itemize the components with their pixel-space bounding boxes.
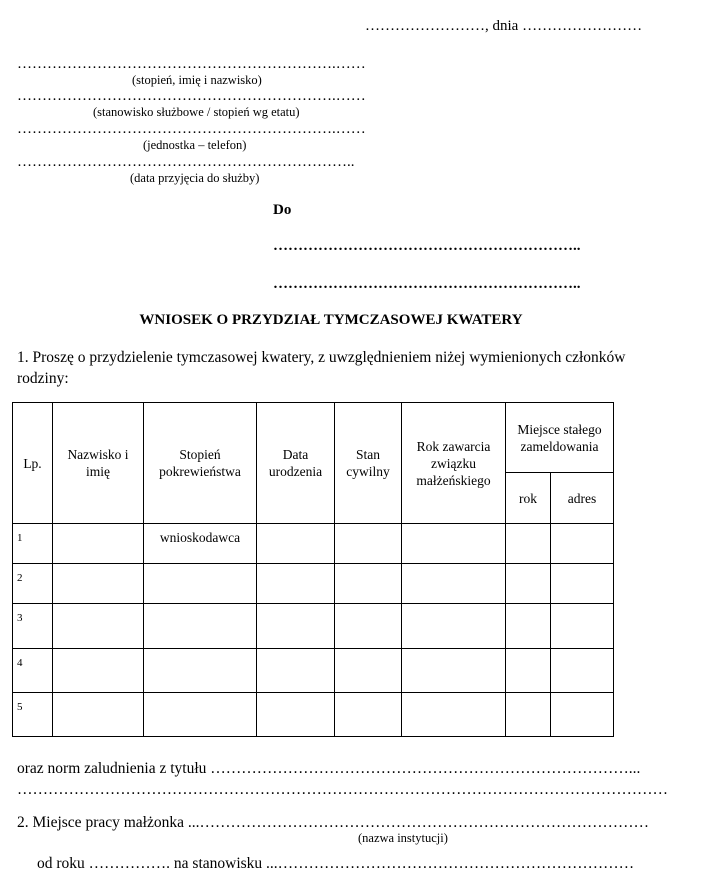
rank-name-dots[interactable]: ……………………………………………………….…… (17, 56, 366, 72)
cell-relation[interactable]: wnioskodawca (144, 524, 257, 564)
addressee-line-1[interactable]: …………………………………………………….. (273, 238, 581, 254)
cell-relation[interactable] (144, 693, 257, 737)
page-title: WNIOSEK O PRZYDZIAŁ TYMCZASOWEJ KWATERY (139, 312, 523, 328)
table-row (13, 693, 614, 737)
cell-name[interactable] (53, 604, 144, 649)
cell-relation[interactable] (144, 564, 257, 604)
header-lp: Lp. (13, 403, 53, 524)
cell-marriage-year[interactable] (402, 524, 506, 564)
cell-civil-status[interactable] (335, 604, 402, 649)
cell-name[interactable] (53, 649, 144, 693)
row-number: 4 (13, 649, 53, 693)
spouse-since-position-line[interactable]: od roku ……………. na stanowisku ...…………………………………………………………… (37, 855, 635, 872)
header-name: Nazwisko i imię (53, 403, 144, 524)
header-civil-status: Stan cywilny (335, 403, 402, 524)
header-relation: Stopień pokrewieństwa (144, 403, 257, 524)
cell-birth-date[interactable] (257, 564, 335, 604)
norms-line-continued[interactable]: ……………………………………………………………………………………………………………… (17, 781, 668, 798)
table-row (13, 564, 614, 604)
cell-marriage-year[interactable] (402, 649, 506, 693)
table-row (13, 524, 614, 564)
table-row (13, 604, 614, 649)
cell-residence-address[interactable] (551, 693, 614, 737)
cell-name[interactable] (53, 524, 144, 564)
cell-civil-status[interactable] (335, 693, 402, 737)
header-residence-year: rok (506, 473, 551, 524)
cell-civil-status[interactable] (335, 649, 402, 693)
unit-phone-dots[interactable]: ……………………………………………………….…… (17, 121, 366, 137)
row-number: 2 (13, 564, 53, 604)
cell-residence-year[interactable] (506, 564, 551, 604)
cell-birth-date[interactable] (257, 693, 335, 737)
section-2-spouse-workplace[interactable]: 2. Miejsce pracy małżonka ...…………………………………………………………………………… (17, 814, 649, 831)
rank-name-caption: (stopień, imię i nazwisko) (132, 73, 262, 87)
cell-residence-year[interactable] (506, 649, 551, 693)
cell-name[interactable] (53, 693, 144, 737)
norms-line[interactable]: oraz norm zaludnienia z tytułu ………………………………………………………………………... (17, 760, 641, 777)
cell-marriage-year[interactable] (402, 604, 506, 649)
cell-residence-year[interactable] (506, 604, 551, 649)
cell-civil-status[interactable] (335, 524, 402, 564)
header-marriage-year: Rok zawarcia związku małżeńskiego (402, 403, 506, 524)
cell-residence-year[interactable] (506, 693, 551, 737)
row-number: 1 (13, 524, 53, 564)
cell-birth-date[interactable] (257, 649, 335, 693)
cell-residence-address[interactable] (551, 649, 614, 693)
cell-marriage-year[interactable] (402, 693, 506, 737)
cell-relation[interactable] (144, 604, 257, 649)
header-birth-date: Data urodzenia (257, 403, 335, 524)
position-dots[interactable]: ……………………………………………………….…… (17, 88, 366, 104)
header-residence-address: adres (551, 473, 614, 524)
cell-residence-year[interactable] (506, 524, 551, 564)
cell-relation[interactable] (144, 649, 257, 693)
cell-residence-address[interactable] (551, 524, 614, 564)
cell-marriage-year[interactable] (402, 564, 506, 604)
unit-phone-caption: (jednostka – telefon) (143, 138, 247, 152)
family-members-table (12, 402, 614, 737)
date-line[interactable]: ……………………, dnia …………………… (365, 18, 643, 34)
position-caption: (stanowisko służbowe / stopień wg etatu) (93, 105, 300, 119)
cell-birth-date[interactable] (257, 604, 335, 649)
cell-birth-date[interactable] (257, 524, 335, 564)
table-row (13, 649, 614, 693)
addressee-label: Do (273, 202, 292, 218)
service-date-caption: (data przyjęcia do służby) (130, 171, 260, 185)
addressee-line-2[interactable]: …………………………………………………….. (273, 276, 581, 292)
section-1-text: 1. Proszę o przydzielenie tymczasowej kwatery, z uwzględnieniem niżej wymienionych członków rodziny: (17, 349, 626, 387)
row-number: 5 (13, 693, 53, 737)
service-date-dots[interactable]: ………………………………………………………….. (17, 154, 355, 170)
institution-caption: (nazwa instytucji) (358, 831, 448, 845)
cell-name[interactable] (53, 564, 144, 604)
row-number: 3 (13, 604, 53, 649)
header-residence: Miejsce stałego zameldowania (506, 403, 614, 473)
cell-residence-address[interactable] (551, 604, 614, 649)
cell-civil-status[interactable] (335, 564, 402, 604)
cell-residence-address[interactable] (551, 564, 614, 604)
